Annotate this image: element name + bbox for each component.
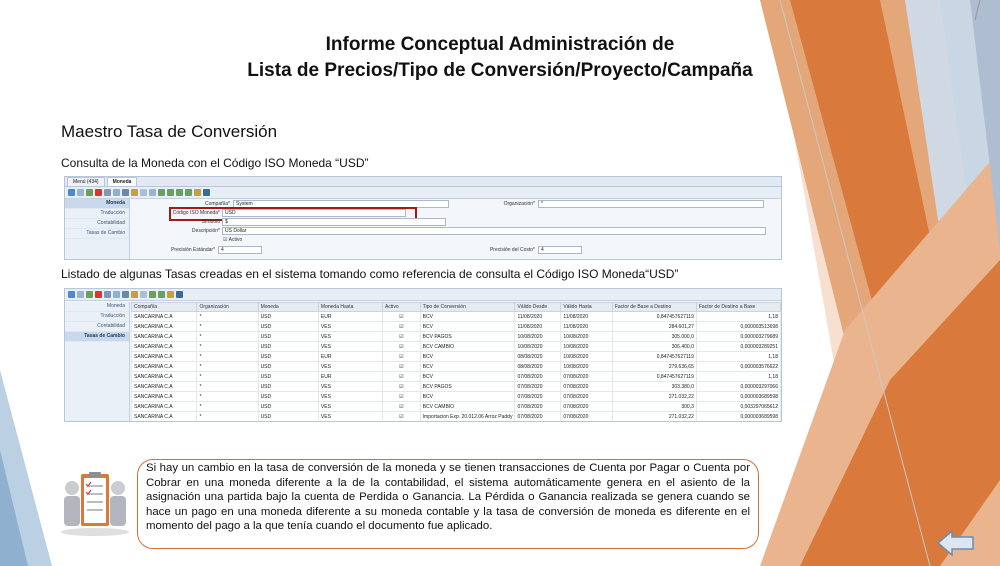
compania-label: Compañía* xyxy=(204,201,230,207)
table-cell: ☑ xyxy=(383,352,421,362)
table-row[interactable] xyxy=(132,322,781,332)
table-cell: 279.636,65 xyxy=(612,362,696,372)
table-cell: 07/08/2020 xyxy=(561,412,612,422)
last-record-icon[interactable] xyxy=(185,189,192,196)
column-header[interactable]: Válido Desde xyxy=(515,303,561,312)
table-cell: BCV xyxy=(420,372,515,382)
table-cell: * xyxy=(197,382,258,392)
sidebar-item-moneda[interactable]: Moneda xyxy=(65,302,129,312)
table-cell: 07/08/2020 xyxy=(561,392,612,402)
table-cell: * xyxy=(197,362,258,372)
table-cell: 07/08/2020 xyxy=(515,382,561,392)
table-cell: 0,000003289251 xyxy=(696,342,780,352)
report-icon[interactable] xyxy=(194,189,201,196)
table-cell: 07/08/2020 xyxy=(515,412,561,422)
previous-record-icon[interactable] xyxy=(167,189,174,196)
precision-estandar-field[interactable]: 4 xyxy=(218,246,262,254)
table-cell: 303.380,0 xyxy=(612,382,696,392)
column-header[interactable]: Activo xyxy=(383,303,421,312)
table-cell: ☑ xyxy=(383,412,421,422)
table-cell: 11/08/2020 xyxy=(515,312,561,322)
table-cell: 0,003297065612 xyxy=(696,402,780,412)
table-cell: SANCARINA C.A xyxy=(132,332,197,342)
table-cell: BCV CAMBIO xyxy=(420,402,515,412)
organizacion-label: Organización* xyxy=(503,201,535,207)
window-tabs xyxy=(65,177,781,187)
attachment-icon[interactable] xyxy=(131,189,138,196)
table-cell: 0,000003279689 xyxy=(696,332,780,342)
sidebar-item-traduccion[interactable]: Traducción xyxy=(65,312,129,322)
table-cell: 07/08/2020 xyxy=(515,402,561,412)
people-checklist-icon xyxy=(58,470,132,538)
attachment-icon[interactable] xyxy=(131,291,138,298)
table-cell: 10/08/2020 xyxy=(561,362,612,372)
back-arrow-icon[interactable] xyxy=(936,529,976,557)
conversion-rates-table xyxy=(131,302,781,422)
table-cell: USD xyxy=(258,352,318,362)
column-header[interactable]: Moneda Hasta xyxy=(318,303,382,312)
column-header[interactable]: Compañía xyxy=(132,303,197,312)
table-cell: BCV xyxy=(420,322,515,332)
table-cell: ☑ xyxy=(383,332,421,342)
table-cell: 1,18 xyxy=(696,312,780,322)
simbolo-label: Símbolo xyxy=(201,219,220,225)
title-line-2: Lista de Precios/Tipo de Conversión/Proyecto/Campaña xyxy=(247,60,753,81)
precision-costo-field[interactable]: 4 xyxy=(538,246,582,254)
column-header[interactable]: Organización xyxy=(197,303,258,312)
table-cell: BCV xyxy=(420,362,515,372)
table-cell: 0,000003689598 xyxy=(696,392,780,402)
table-cell: VES xyxy=(318,322,382,332)
table-cell: SANCARINA C.A xyxy=(132,392,197,402)
chat-icon[interactable] xyxy=(140,291,147,298)
table-cell: SANCARINA C.A xyxy=(132,312,197,322)
table-cell: BCV xyxy=(420,352,515,362)
table-cell: 305.000,0 xyxy=(612,332,696,342)
table-cell: USD xyxy=(258,312,318,322)
table-cell: 11/08/2020 xyxy=(515,322,561,332)
table-cell: 10/08/2020 xyxy=(515,342,561,352)
table-cell: ☑ xyxy=(383,322,421,332)
table-cell: 11/08/2020 xyxy=(561,322,612,332)
table-cell: VES xyxy=(318,402,382,412)
table-cell: ☑ xyxy=(383,372,421,382)
table-cell: SANCARINA C.A xyxy=(132,372,197,382)
table-cell: SANCARINA C.A xyxy=(132,362,197,372)
column-header[interactable]: Tipo de Conversión xyxy=(420,303,515,312)
table-cell: ☑ xyxy=(383,342,421,352)
compania-field[interactable]: System xyxy=(233,200,449,208)
table-cell: USD xyxy=(258,362,318,372)
table-header-row xyxy=(132,303,781,312)
rates-table-body xyxy=(132,312,781,422)
help-icon[interactable] xyxy=(68,189,75,196)
table-cell: * xyxy=(197,412,258,422)
first-record-icon[interactable] xyxy=(149,291,156,298)
iso-code-field[interactable]: USD xyxy=(222,209,406,217)
sidebar-item-tasas-de-cambio[interactable]: Tasas de Cambio xyxy=(65,332,129,342)
chat-icon[interactable] xyxy=(140,189,147,196)
table-cell: 271.032,22 xyxy=(612,392,696,402)
refresh-icon[interactable] xyxy=(113,291,120,298)
table-row[interactable] xyxy=(132,352,781,362)
next-record-icon[interactable] xyxy=(158,291,165,298)
table-cell: ☑ xyxy=(383,392,421,402)
table-cell: 08/08/2020 xyxy=(515,362,561,372)
table-cell: ☑ xyxy=(383,402,421,412)
table-cell: SANCARINA C.A xyxy=(132,402,197,412)
table-cell: * xyxy=(197,322,258,332)
table-cell: VES xyxy=(318,412,382,422)
currency-sidebar xyxy=(65,199,130,259)
table-cell: VES xyxy=(318,332,382,342)
table-cell: Importacion Exp. 20.012.06 Arroz Paddy xyxy=(420,412,515,422)
table-row[interactable] xyxy=(132,412,781,422)
conversion-note: Si hay un cambio en la tasa de conversión de la moneda y se tienen transacciones de Cuenta por Pagar o Cuenta por Cobrar en una moneda diferente a la de la contabilidad, el sistema automáticamente genera en el asiento de la asignación una partida bajo la cuenta de Perdida o Ganancia. La Pérdida o Ganancia realizada se genera cuando se hace un pago en una moneda diferente a su moneda contable y la tasa de conversión de moneda es diferente en el momento del pago a la que tenía cuando el documento fue aplicado. xyxy=(137,459,759,549)
table-cell: ☑ xyxy=(383,362,421,372)
table-cell: USD xyxy=(258,342,318,352)
window-toolbar xyxy=(65,187,781,199)
table-cell: EUR xyxy=(318,312,382,322)
table-cell: BCV PAGOS xyxy=(420,382,515,392)
title-line-1: Informe Conceptual Administración de xyxy=(325,34,675,55)
table-cell: 0,000003576622 xyxy=(696,362,780,372)
table-cell: 300,3 xyxy=(612,402,696,412)
table-cell: 0,000003513698 xyxy=(696,322,780,332)
table-cell: 0,847457627119 xyxy=(612,312,696,322)
table-cell: BCV CAMBIO xyxy=(420,342,515,352)
report-icon[interactable] xyxy=(167,291,174,298)
descripcion-label: Descripción* xyxy=(191,228,220,234)
table-row[interactable] xyxy=(132,362,781,372)
copy-icon[interactable] xyxy=(86,291,93,298)
history-icon[interactable] xyxy=(149,189,156,196)
print-icon[interactable] xyxy=(203,189,210,196)
table-cell: 07/08/2020 xyxy=(561,372,612,382)
table-cell: BCV xyxy=(420,312,515,322)
currency-window xyxy=(64,176,782,260)
table-cell: 0,847457627119 xyxy=(612,352,696,362)
table-cell: SANCARINA C.A xyxy=(132,352,197,362)
table-cell: * xyxy=(197,312,258,322)
delete-icon[interactable] xyxy=(95,291,102,298)
table-cell: VES xyxy=(318,382,382,392)
activo-checkbox[interactable]: ☑ Activo xyxy=(223,237,243,243)
iso-code-label: Código ISO Moneda* xyxy=(172,210,220,216)
table-cell: USD xyxy=(258,322,318,332)
table-cell: 07/08/2020 xyxy=(561,382,612,392)
table-cell: VES xyxy=(318,362,382,372)
sidebar-item-traduccion[interactable]: Traducción xyxy=(65,209,129,219)
refresh-icon[interactable] xyxy=(113,189,120,196)
first-record-icon[interactable] xyxy=(158,189,165,196)
table-row[interactable] xyxy=(132,382,781,392)
precision-estandar-label: Precisión Estándar* xyxy=(171,247,215,253)
table-cell: 1,18 xyxy=(696,352,780,362)
table-cell: EUR xyxy=(318,352,382,362)
table-cell: SANCARINA C.A xyxy=(132,342,197,352)
column-header[interactable]: Factor de Base a Destino xyxy=(612,303,696,312)
table-row[interactable] xyxy=(132,372,781,382)
table-cell: 11/08/2020 xyxy=(561,312,612,322)
page-title xyxy=(160,32,840,84)
grid-toolbar xyxy=(65,289,781,301)
table-cell: USD xyxy=(258,402,318,412)
column-header[interactable]: Válido Hasta xyxy=(561,303,612,312)
tab-menu[interactable]: Menú (434) xyxy=(67,177,105,186)
table-cell: SANCARINA C.A xyxy=(132,322,197,332)
column-header[interactable]: Moneda xyxy=(258,303,318,312)
table-cell: USD xyxy=(258,412,318,422)
table-cell: SANCARINA C.A xyxy=(132,382,197,392)
table-cell: 07/08/2020 xyxy=(515,392,561,402)
table-row[interactable] xyxy=(132,312,781,322)
table-cell: * xyxy=(197,392,258,402)
help-icon[interactable] xyxy=(68,291,75,298)
save-icon[interactable] xyxy=(104,291,111,298)
table-cell: 0,000003297066 xyxy=(696,382,780,392)
search-icon[interactable] xyxy=(122,291,129,298)
table-cell: * xyxy=(197,352,258,362)
subtitle-currency-query: Consulta de la Moneda con el Código ISO Moneda “USD” xyxy=(61,156,369,170)
save-icon[interactable] xyxy=(104,189,111,196)
table-cell: SANCARINA C.A xyxy=(132,412,197,422)
table-cell: 10/08/2020 xyxy=(561,352,612,362)
table-cell: 07/08/2020 xyxy=(561,402,612,412)
section-heading: Maestro Tasa de Conversión xyxy=(61,122,278,141)
table-cell: ☑ xyxy=(383,382,421,392)
simbolo-field[interactable]: $ xyxy=(222,218,446,226)
sidebar-item-contabilidad[interactable]: Contabilidad xyxy=(65,219,129,229)
table-cell: 10/08/2020 xyxy=(561,342,612,352)
new-record-icon[interactable] xyxy=(77,291,84,298)
print-icon[interactable] xyxy=(176,291,183,298)
rates-sidebar xyxy=(65,302,130,421)
sidebar-item-contabilidad[interactable]: Contabilidad xyxy=(65,322,129,332)
table-cell: 10/08/2020 xyxy=(515,332,561,342)
table-cell: 1,18 xyxy=(696,372,780,382)
copy-icon[interactable] xyxy=(86,189,93,196)
table-cell: VES xyxy=(318,342,382,352)
column-header[interactable]: Factor de Destino a Base xyxy=(696,303,780,312)
table-cell: * xyxy=(197,372,258,382)
table-cell: BCV PAGOS xyxy=(420,332,515,342)
conversion-rates-window xyxy=(64,288,782,422)
table-cell: BCV xyxy=(420,392,515,402)
table-row[interactable] xyxy=(132,402,781,412)
sidebar-item-moneda[interactable]: Moneda xyxy=(65,199,129,209)
table-cell: * xyxy=(197,402,258,412)
table-cell: * xyxy=(197,332,258,342)
activo-label: Activo xyxy=(228,237,243,243)
table-row[interactable] xyxy=(132,332,781,342)
table-cell: ☑ xyxy=(383,312,421,322)
table-cell: 10/08/2020 xyxy=(561,332,612,342)
tab-moneda[interactable]: Moneda xyxy=(107,177,138,186)
search-icon[interactable] xyxy=(122,189,129,196)
new-record-icon[interactable] xyxy=(77,189,84,196)
table-cell: 0,847457627119 xyxy=(612,372,696,382)
sidebar-item-tasas-de-cambio[interactable]: Tasas de Cambio xyxy=(65,229,129,239)
table-cell: * xyxy=(197,342,258,352)
next-record-icon[interactable] xyxy=(176,189,183,196)
table-cell: 271.032,22 xyxy=(612,412,696,422)
table-cell: USD xyxy=(258,392,318,402)
table-cell: USD xyxy=(258,382,318,392)
table-cell: 306.400,0 xyxy=(612,342,696,352)
delete-icon[interactable] xyxy=(95,189,102,196)
organizacion-field[interactable]: * xyxy=(538,200,764,208)
precision-costo-label: Precisión del Costo* xyxy=(489,247,535,253)
table-cell: VES xyxy=(318,392,382,402)
descripcion-field[interactable]: US Dollar xyxy=(222,227,766,235)
subtitle-rates-list: Listado de algunas Tasas creadas en el sistema tomando como referencia de consulta el Código ISO Moneda“USD” xyxy=(61,267,679,281)
table-cell: 07/08/2020 xyxy=(515,372,561,382)
table-cell: USD xyxy=(258,332,318,342)
table-row[interactable] xyxy=(132,342,781,352)
table-cell: 08/08/2020 xyxy=(515,352,561,362)
table-row[interactable] xyxy=(132,392,781,402)
table-cell: USD xyxy=(258,372,318,382)
table-cell: EUR xyxy=(318,372,382,382)
table-cell: 0,000003689598 xyxy=(696,412,780,422)
table-cell: 284.601,27 xyxy=(612,322,696,332)
